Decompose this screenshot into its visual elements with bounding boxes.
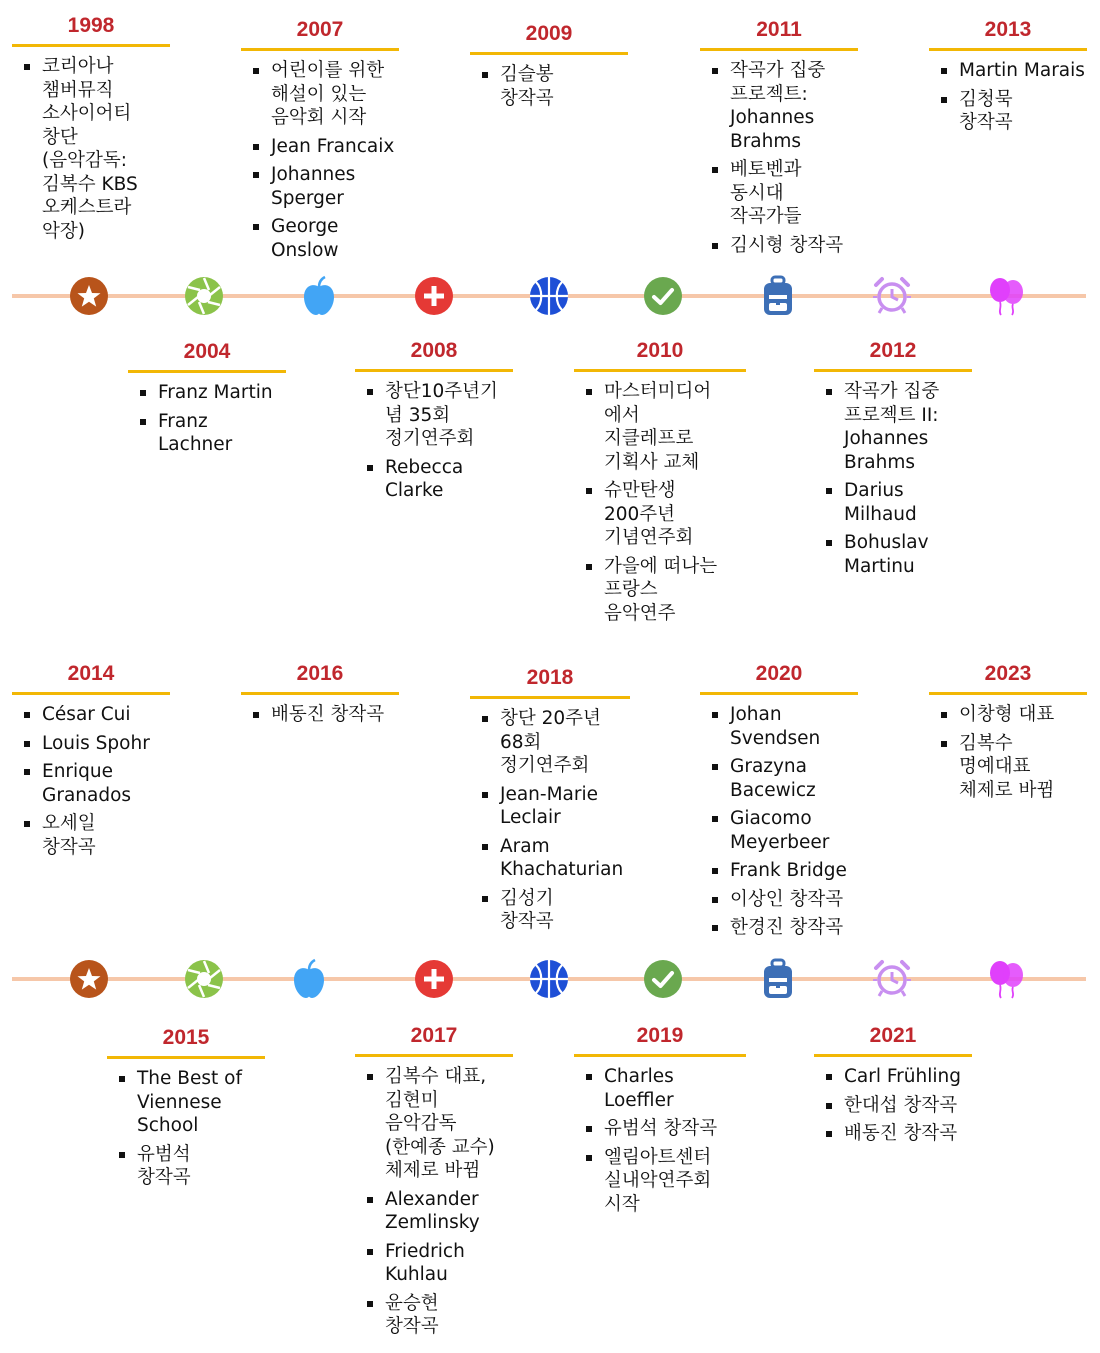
event-item: Jean-Marie Leclair — [470, 783, 630, 830]
timeline-entry-2011 — [700, 18, 858, 262]
bullet-icon — [24, 64, 30, 70]
year-label: 2013 — [984, 18, 1032, 41]
timeline-entry-2014 — [12, 662, 170, 864]
bullet-icon — [586, 1126, 592, 1132]
event-item: 오세일 창작곡 — [12, 812, 170, 859]
event-item: Darius Milhaud — [814, 479, 972, 526]
bullet-icon — [826, 488, 832, 494]
year-rule — [470, 52, 628, 55]
event-item: Friedrich Kuhlau — [355, 1240, 513, 1287]
bullet-icon — [482, 716, 488, 722]
event-list — [929, 59, 1087, 135]
event-item: 김복수 명예대표 체제로 바뀜 — [929, 732, 1087, 803]
event-list — [574, 380, 746, 625]
apple-icon — [288, 958, 330, 1000]
year-rule — [355, 369, 513, 372]
timeline-entry-2007 — [241, 18, 399, 267]
bullet-icon — [826, 1103, 832, 1109]
event-item: Frank Bridge — [700, 859, 858, 883]
aperture-icon — [183, 958, 225, 1000]
alarm-clock-icon — [871, 958, 913, 1000]
bullet-icon — [941, 68, 947, 74]
basketball-icon — [528, 275, 570, 317]
bullet-icon — [24, 712, 30, 718]
apple-icon — [298, 275, 340, 317]
year-label: 2004 — [183, 340, 231, 363]
year-label: 2023 — [984, 662, 1032, 685]
bullet-icon — [586, 1074, 592, 1080]
event-item: Franz Lachner — [128, 410, 286, 457]
event-item: Bohuslav Martinu — [814, 531, 972, 578]
bullet-icon — [482, 844, 488, 850]
year-rule — [574, 369, 746, 372]
event-item: 슈만탄생 200주년 기념연주회 — [574, 479, 746, 550]
event-item: 작곡가 집중 프로젝트 II: Johannes Brahms — [814, 380, 972, 474]
event-list — [814, 380, 972, 578]
timeline-entry-2017 — [355, 1024, 513, 1344]
event-list — [700, 703, 858, 940]
event-item: 배동진 창작곡 — [241, 703, 399, 727]
check-icon — [642, 958, 684, 1000]
bullet-icon — [253, 144, 259, 150]
year-rule — [814, 369, 972, 372]
event-item: 베토벤과 동시대 작곡가들 — [700, 158, 858, 229]
bullet-icon — [712, 68, 718, 74]
event-item: 김성기 창작곡 — [470, 887, 630, 934]
timeline-entry-2019 — [574, 1024, 746, 1221]
timeline-entry-2023 — [929, 662, 1087, 807]
event-item: George Onslow — [241, 215, 399, 262]
event-item: 유범석 창작곡 — [574, 1117, 746, 1141]
event-item: Martin Marais — [929, 59, 1087, 83]
event-item: 한경진 창작곡 — [700, 916, 858, 940]
year-label: 2008 — [410, 339, 458, 362]
year-label: 2020 — [755, 662, 803, 685]
bullet-icon — [253, 172, 259, 178]
event-list — [107, 1067, 265, 1190]
timeline-entry-2013 — [929, 18, 1087, 140]
year-rule — [470, 696, 630, 699]
year-label: 2012 — [869, 339, 917, 362]
bullet-icon — [482, 896, 488, 902]
event-item: 윤승현 창작곡 — [355, 1292, 513, 1339]
timeline-entry-2021 — [814, 1024, 972, 1151]
bullet-icon — [253, 224, 259, 230]
star-icon — [68, 958, 110, 1000]
event-list — [12, 55, 170, 243]
event-item: 이상인 창작곡 — [700, 888, 858, 912]
event-item: Giacomo Meyerbeer — [700, 807, 858, 854]
event-item: 어린이를 위한 해설이 있는 음악회 시작 — [241, 59, 399, 130]
year-label: 2019 — [636, 1024, 684, 1047]
bullet-icon — [712, 167, 718, 173]
bullet-icon — [712, 925, 718, 931]
event-item: 창단10주년기 념 35회 정기연주회 — [355, 380, 513, 451]
plus-icon — [413, 958, 455, 1000]
event-item: 코리아나 챔버뮤직 소사이어티 창단 (음악감독: 김복수 KBS 오케스트라 악장) — [12, 55, 170, 243]
bullet-icon — [253, 712, 259, 718]
bullet-icon — [24, 769, 30, 775]
bullet-icon — [712, 816, 718, 822]
year-label: 2017 — [410, 1024, 458, 1047]
bullet-icon — [826, 1074, 832, 1080]
event-item: Franz Martin — [128, 381, 286, 405]
plus-icon — [413, 275, 455, 317]
year-rule — [700, 48, 858, 51]
timeline-entry-1998 — [12, 14, 170, 248]
aperture-icon — [183, 275, 225, 317]
timeline-entry-2009 — [470, 22, 628, 115]
bullet-icon — [941, 712, 947, 718]
event-list — [470, 707, 630, 934]
event-item: 엘림아트센터 실내악연주회 시작 — [574, 1146, 746, 1217]
event-item: Rebecca Clarke — [355, 456, 513, 503]
timeline-entry-2015 — [107, 1026, 265, 1195]
bullet-icon — [941, 97, 947, 103]
event-item: Johan Svendsen — [700, 703, 858, 750]
bullet-icon — [24, 821, 30, 827]
event-list — [128, 381, 286, 457]
year-rule — [574, 1054, 746, 1057]
event-item: 유범석 창작곡 — [107, 1143, 265, 1190]
bullet-icon — [119, 1152, 125, 1158]
timeline-entry-2008 — [355, 339, 513, 508]
bullet-icon — [367, 1249, 373, 1255]
bullet-icon — [826, 540, 832, 546]
year-label: 2007 — [296, 18, 344, 41]
timeline-entry-2018 — [470, 666, 630, 939]
basketball-icon — [528, 958, 570, 1000]
bullet-icon — [140, 390, 146, 396]
event-item: Jean Francaix — [241, 135, 399, 159]
event-item: Louis Spohr — [12, 732, 170, 756]
event-item: Carl Frühling — [814, 1065, 972, 1089]
bullet-icon — [586, 389, 592, 395]
balloons-icon — [986, 275, 1028, 317]
bullet-icon — [712, 243, 718, 249]
bullet-icon — [253, 68, 259, 74]
event-item: Charles Loeffler — [574, 1065, 746, 1112]
event-list — [574, 1065, 746, 1216]
bullet-icon — [586, 488, 592, 494]
backpack-icon — [757, 275, 799, 317]
event-item: Johannes Sperger — [241, 163, 399, 210]
year-label: 2009 — [525, 22, 573, 45]
year-label: 2016 — [296, 662, 344, 685]
bullet-icon — [586, 1155, 592, 1161]
bullet-icon — [140, 419, 146, 425]
year-label: 2014 — [67, 662, 115, 685]
event-list — [355, 380, 513, 503]
year-label: 2021 — [869, 1024, 917, 1047]
year-rule — [700, 692, 858, 695]
year-label: 2018 — [526, 666, 574, 689]
bullet-icon — [826, 389, 832, 395]
event-item: 김청묵 창작곡 — [929, 88, 1087, 135]
balloons-icon — [986, 958, 1028, 1000]
event-item: Aram Khachaturian — [470, 835, 630, 882]
timeline-entry-2012 — [814, 339, 972, 583]
event-list — [700, 59, 858, 257]
event-list — [12, 703, 170, 859]
event-list — [241, 703, 399, 727]
timeline-entry-2016 — [241, 662, 399, 732]
bullet-icon — [367, 1074, 373, 1080]
year-rule — [929, 692, 1087, 695]
event-list — [470, 63, 628, 110]
bullet-icon — [712, 764, 718, 770]
event-list — [929, 703, 1087, 802]
year-label: 1998 — [67, 14, 115, 37]
year-rule — [241, 692, 399, 695]
bullet-icon — [367, 1197, 373, 1203]
bullet-icon — [367, 389, 373, 395]
bullet-icon — [482, 792, 488, 798]
year-rule — [12, 692, 170, 695]
alarm-clock-icon — [871, 275, 913, 317]
year-rule — [355, 1054, 513, 1057]
event-item: 김복수 대표, 김현미 음악감독 (한예종 교수) 체제로 바뀜 — [355, 1065, 513, 1183]
bullet-icon — [586, 564, 592, 570]
year-rule — [929, 48, 1087, 51]
event-item: Grazyna Bacewicz — [700, 755, 858, 802]
bullet-icon — [712, 897, 718, 903]
bullet-icon — [712, 712, 718, 718]
event-item: The Best of Viennese School — [107, 1067, 265, 1138]
check-icon — [642, 275, 684, 317]
year-label: 2011 — [756, 18, 802, 41]
event-item: César Cui — [12, 703, 170, 727]
year-rule — [241, 48, 399, 51]
backpack-icon — [757, 958, 799, 1000]
event-item: 이창형 대표 — [929, 703, 1087, 727]
event-item: Alexander Zemlinsky — [355, 1188, 513, 1235]
bullet-icon — [941, 741, 947, 747]
event-item: Enrique Granados — [12, 760, 170, 807]
event-item: 김시형 창작곡 — [700, 234, 858, 258]
event-list — [814, 1065, 972, 1146]
event-list — [355, 1065, 513, 1339]
year-rule — [12, 44, 170, 47]
bullet-icon — [367, 1301, 373, 1307]
event-item: 작곡가 집중 프로젝트: Johannes Brahms — [700, 59, 858, 153]
event-item: 김슬봉 창작곡 — [470, 63, 628, 110]
bullet-icon — [367, 465, 373, 471]
timeline-entry-2010 — [574, 339, 746, 630]
event-item: 가을에 떠나는 프랑스 음악연주 — [574, 555, 746, 626]
event-item: 마스터미디어 에서 지클레프로 기획사 교체 — [574, 380, 746, 474]
event-item: 배동진 창작곡 — [814, 1122, 972, 1146]
timeline-entry-2004 — [128, 340, 286, 462]
star-icon — [68, 275, 110, 317]
year-label: 2010 — [636, 339, 684, 362]
event-item: 창단 20주년 68회 정기연주회 — [470, 707, 630, 778]
event-list — [241, 59, 399, 262]
timeline-entry-2020 — [700, 662, 858, 945]
bullet-icon — [482, 72, 488, 78]
bullet-icon — [826, 1131, 832, 1137]
year-rule — [107, 1056, 265, 1059]
year-rule — [128, 370, 286, 373]
event-item: 한대섭 창작곡 — [814, 1094, 972, 1118]
year-label: 2015 — [162, 1026, 210, 1049]
year-rule — [814, 1054, 972, 1057]
bullet-icon — [24, 741, 30, 747]
bullet-icon — [712, 868, 718, 874]
bullet-icon — [119, 1076, 125, 1082]
